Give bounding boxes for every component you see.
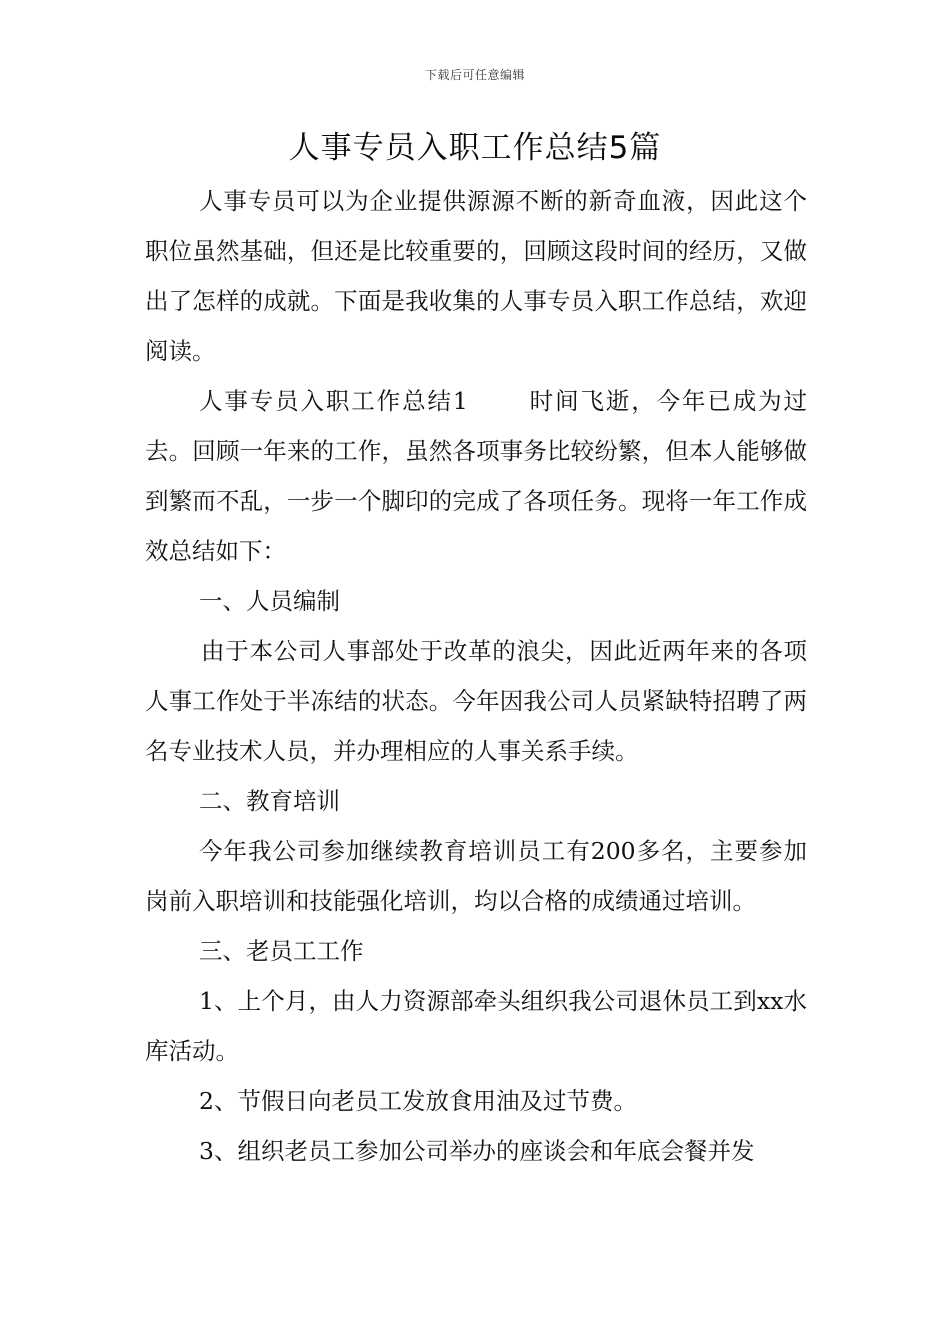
intro-paragraph: 人事专员可以为企业提供源源不断的新奇血液，因此这个职位虽然基础，但还是比较重要的，回顾这段时间的经历，又做出了怎样的成就。下面是我收集的人事专员入职工作总结，欢迎阅读。 <box>145 187 807 365</box>
summary-1-title: 人事专员入职工作总结1 <box>199 387 468 415</box>
staffing-paragraph: 由于本公司人事部处于改革的浪尖，因此近两年来的各项人事工作处于半冻结的状态。今年因我公司人员紧缺特招聘了两名专业技术人员，并办理相应的人事关系手续。 <box>145 637 807 765</box>
header-note: 下载后可任意编辑 <box>424 68 525 82</box>
list-item-2: 2、节假日向老员工发放食用油及过节费。 <box>199 1087 637 1115</box>
training-paragraph: 今年我公司参加继续教育培训员工有200多名，主要参加岗前入职培训和技能强化培训，均以合格的成绩通过培训。 <box>145 837 807 915</box>
section-heading-staffing: 一、人员编制 <box>199 587 340 615</box>
list-item-1: 1、上个月，由人力资源部牵头组织我公司退休员工到xx水库活动。 <box>145 987 807 1065</box>
summary-1-paragraph <box>145 376 807 576</box>
list-item-3: 3、组织老员工参加公司举办的座谈会和年底会餐并发 <box>199 1137 755 1165</box>
document-body <box>145 176 807 1176</box>
section-heading-retired-staff: 三、老员工工作 <box>199 937 364 965</box>
summary-1-text: 时间飞逝，今年已成为过去。回顾一年来的工作，虽然各项事务比较纷繁，但本人能够做到繁而不乱，一步一个脚印的完成了各项任务。现将一年工作成效总结如下： <box>145 387 808 565</box>
document-title: 人事专员入职工作总结5篇 <box>288 130 662 166</box>
section-heading-training: 二、教育培训 <box>199 787 340 815</box>
